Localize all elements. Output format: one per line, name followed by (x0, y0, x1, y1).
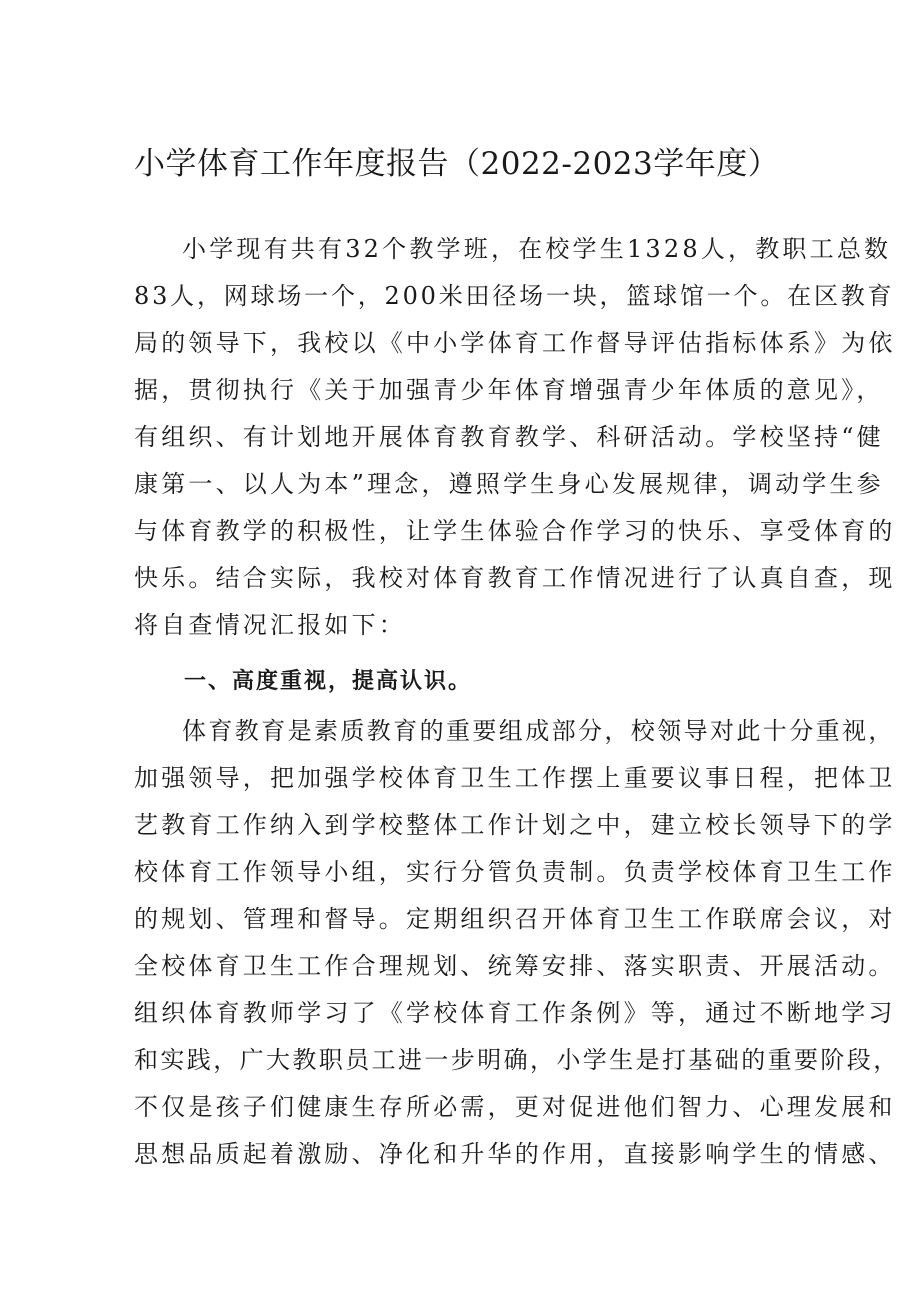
paragraph-line: 83人，网球场一个，200米田径场一块，篮球馆一个。在区教育 (134, 282, 895, 310)
paragraph-line: 体育教育是素质教育的重要组成部分，校领导对此十分重视， (182, 717, 895, 745)
paragraph-line: 小学现有共有32个教学班，在校学生1328人，教职工总数 (182, 235, 892, 263)
paragraph-line: 康第一、以人为本”理念，遵照学生身心发展规律，调动学生参 (134, 470, 884, 498)
paragraph-line: 的规划、管理和督导。定期组织召开体育卫生工作联席会议，对 (134, 905, 896, 933)
paragraph-line: 有组织、有计划地开展体育教育教学、科研活动。学校坚持“健 (134, 423, 884, 451)
paragraph-line: 将自查情况汇报如下： (134, 611, 406, 639)
paragraph-line: 艺教育工作纳入到学校整体工作计划之中，建立校长领导下的学 (134, 811, 896, 839)
paragraph-line: 加强领导，把加强学校体育卫生工作摆上重要议事日程，把体卫 (134, 764, 896, 792)
paragraph-line: 组织体育教师学习了《学校体育工作条例》等，通过不断地学习 (134, 999, 896, 1027)
paragraph-line: 校体育工作领导小组，实行分管负责制。负责学校体育卫生工作 (134, 858, 896, 886)
paragraph-line: 快乐。结合实际，我校对体育教育工作情况进行了认真自查，现 (134, 564, 896, 592)
paragraph-line: 思想品质起着激励、净化和升华的作用，直接影响学生的情感、 (134, 1140, 896, 1168)
document-title: 小学体育工作年度报告（2022-2023学年度） (134, 146, 780, 182)
paragraph-line: 局的领导下，我校以《中小学体育工作督导评估指标体系》为依 (134, 329, 896, 357)
paragraph-line: 不仅是孩子们健康生存所必需，更对促进他们智力、心理发展和 (134, 1093, 896, 1121)
paragraph-line: 全校体育卫生工作合理规划、统筹安排、落实职责、开展活动。 (134, 952, 896, 980)
paragraph-line: 与体育教学的积极性，让学生体验合作学习的快乐、享受体育的 (134, 517, 896, 545)
paragraph-line: 和实践，广大教职员工进一步明确，小学生是打基础的重要阶段， (134, 1046, 900, 1074)
section-heading: 一、高度重视，提高认识。 (184, 669, 473, 694)
paragraph-line: 据，贯彻执行《关于加强青少年体育增强青少年体质的意见》， (134, 376, 884, 404)
